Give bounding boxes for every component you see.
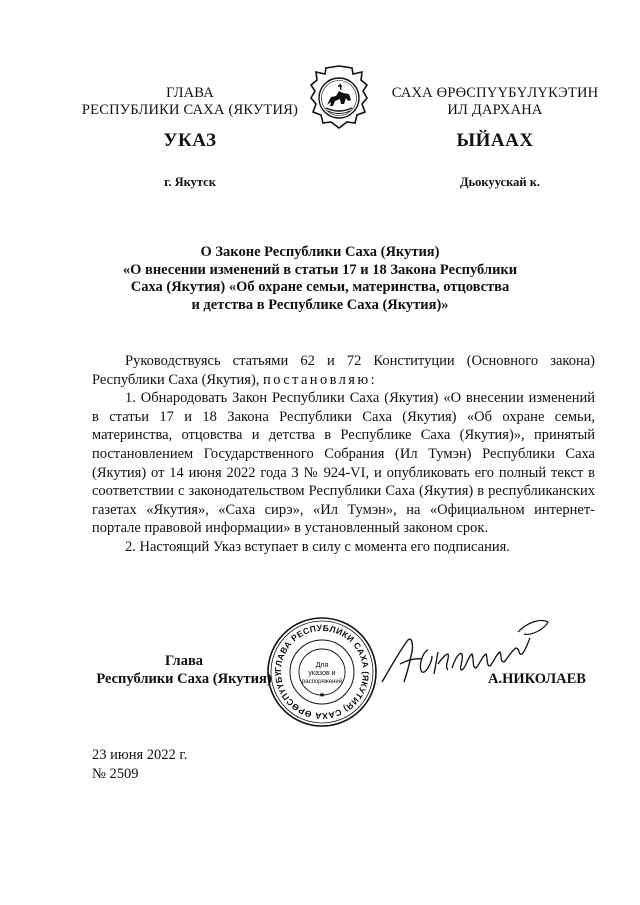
header-right-line2: ИЛ ДАРХАНА — [447, 102, 543, 118]
document-body — [92, 352, 595, 557]
stamp-center-line3: распоряжений — [301, 679, 343, 685]
coat-of-arms-emblem — [309, 64, 369, 130]
item-2-paragraph: 2. Настоящий Указ вступает в силу с момента его подписания. — [125, 538, 510, 555]
header-right-line1: САХА ӨРӨСПҮҮБҮЛҮКЭТИН — [391, 85, 599, 101]
intro-paragraph — [92, 352, 595, 389]
signatory-name: А.НИКОЛАЕВ — [488, 671, 586, 687]
document-date: 23 июня 2022 г. — [92, 747, 188, 763]
title-line-4: и детства в Республике Саха (Якутия)» — [191, 296, 449, 313]
signatory-line2: Республики Саха (Якутия) — [96, 671, 272, 687]
postanovlyayu-word: постановляю: — [263, 371, 378, 388]
title-line-1: О Законе Республики Саха (Якутия) — [200, 244, 440, 260]
svg-text:✱: ✱ — [319, 693, 325, 699]
header-left-line2: РЕСПУБЛИКИ САХА (ЯКУТИЯ) — [81, 102, 299, 118]
ukaz-sah-title: ЫЙААХ — [456, 130, 534, 151]
title-line-2: «О внесении изменений в статьи 17 и 18 Закона Республики — [122, 261, 518, 278]
city-ru: г. Якутск — [164, 175, 216, 189]
city-sah: Дьокуускай к. — [459, 175, 541, 189]
stamp-ring-text: ГЛАВА РЕСПУБЛИКИ САХА (ЯКУТИЯ) САХА ӨРӨСПҮҮБҮ — [272, 622, 372, 722]
signatory-line1: Глава — [164, 653, 204, 669]
title-line-3: Саха (Якутия) «Об охране семьи, материнства, отцовства — [130, 279, 510, 296]
stamp-center-line2: указов и — [308, 670, 336, 677]
official-stamp — [266, 616, 378, 728]
ukaz-ru-title: УКАЗ — [163, 130, 217, 151]
intro-text: Руководствуясь статьями 62 и 72 Конституции (Основного закона) Республики Саха (Якутия), — [92, 353, 595, 388]
signatory-position — [88, 652, 280, 688]
item-1-paragraph: 1. Обнародовать Закон Республики Саха (Якутия) «О внесении изменений в статьи 17 и 18 Закона Республики Саха (Якутия) «Об охране семьи, материнства, отцовства и детства в Республике Саха (Якутия)», принятый постановлением Государственного Собрания (Ил Тумэн) Республики Саха (Якутия) от 14 июня 2022 года З № 924-VI, и опубликовать его полный текст в соответствии с законодательством Республики Саха (Якутия) в республиканских газетах «Якутия», «Саха сирэ», «Ил Тумэн», на «Официальном интернет-портале правовой информации» в установленный законом срок. — [92, 390, 595, 537]
header-left-line1: ГЛАВА — [166, 85, 214, 101]
document-number: № 2509 — [92, 766, 139, 782]
header-left-block — [70, 85, 310, 119]
stamp-center-line1: Для — [315, 662, 329, 669]
document-title — [0, 244, 640, 314]
header-right-block — [380, 85, 610, 119]
